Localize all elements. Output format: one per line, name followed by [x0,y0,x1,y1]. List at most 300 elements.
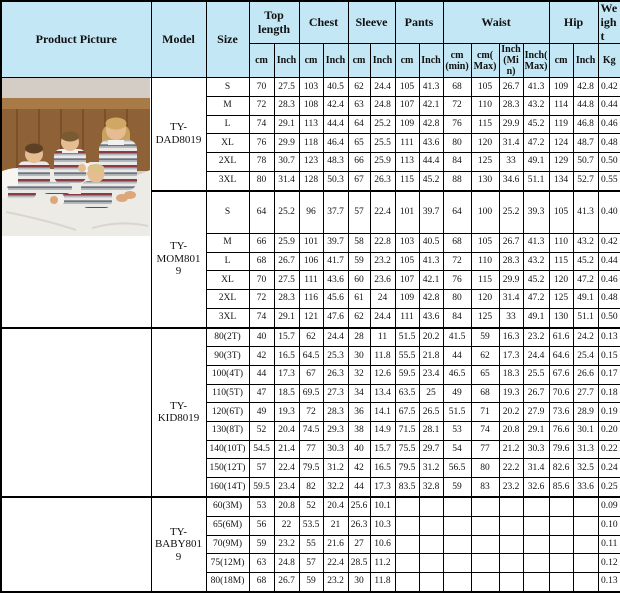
value-cell: 0.44 [598,252,620,271]
value-cell: 46.5 [443,366,471,385]
value-cell: 24.8 [274,554,299,573]
size-cell: S [206,191,249,234]
value-cell: 51.5 [395,328,419,347]
value-cell: 45.2 [523,271,549,290]
value-cell: 39.3 [523,191,549,234]
value-cell: 41.5 [443,328,471,347]
value-cell [395,554,419,573]
value-cell: 84 [443,153,471,172]
value-cell: 76 [249,134,274,153]
value-cell: 33 [499,153,523,172]
value-cell: 83 [471,478,499,497]
value-cell: 31.4 [499,289,523,308]
value-cell: 26.3 [348,516,370,535]
value-cell: 30.3 [323,440,348,459]
value-cell: 74 [249,308,274,327]
value-cell: 68 [471,384,499,403]
value-cell: 50.3 [323,171,348,190]
value-cell: 11.2 [370,554,395,573]
value-cell: 59 [249,535,274,554]
value-cell: 25.9 [370,153,395,172]
subheader-pants-inch: Inch [419,44,443,78]
value-cell: 65 [471,366,499,385]
value-cell: 59 [299,572,323,592]
value-cell: 0.19 [598,403,620,422]
value-cell: 134 [549,171,573,190]
value-cell: 67.6 [549,366,573,385]
value-cell: 125 [549,289,573,308]
value-cell: 41.7 [323,252,348,271]
value-cell: 71 [471,403,499,422]
value-cell: 80 [443,289,471,308]
value-cell: 31.4 [499,134,523,153]
value-cell: 44 [348,478,370,497]
value-cell: 20.2 [419,328,443,347]
value-cell: 25.5 [523,366,549,385]
value-cell [419,497,443,516]
value-cell: 74 [471,422,499,441]
value-cell: 120 [471,289,499,308]
value-cell: 120 [549,271,573,290]
value-cell: 110 [471,97,499,116]
value-cell: 10.1 [370,497,395,516]
value-cell: 125 [471,153,499,172]
value-cell: 61.6 [549,328,573,347]
value-cell [443,535,471,554]
value-cell: 28.3 [274,97,299,116]
size-cell: L [206,115,249,134]
value-cell: 74.5 [299,422,323,441]
value-cell: 101 [299,233,323,252]
value-cell: 47.2 [573,271,598,290]
value-cell: 22.4 [323,554,348,573]
value-cell: 49 [249,403,274,422]
size-cell: 75(12M) [206,554,249,573]
value-cell [573,572,598,592]
value-cell: 29.1 [274,308,299,327]
value-cell: 21.8 [419,347,443,366]
value-cell: 23.2 [274,535,299,554]
value-cell: 19.3 [499,384,523,403]
value-cell: 115 [549,252,573,271]
value-cell: 26.7 [274,572,299,592]
value-cell: 24.4 [323,328,348,347]
value-cell: 41.3 [523,78,549,97]
value-cell: 40.5 [323,78,348,97]
value-cell: 108 [299,97,323,116]
value-cell: 83.5 [395,478,419,497]
value-cell: 63 [348,97,370,116]
value-cell: 54.5 [249,440,274,459]
value-cell: 76 [443,271,471,290]
value-cell: 41.3 [419,78,443,97]
header-size: Size [206,1,249,78]
value-cell: 54 [443,440,471,459]
value-cell: 34.6 [499,171,523,190]
value-cell: 49.1 [573,289,598,308]
value-cell: 0.48 [598,289,620,308]
subheader-pants-cm: cm [395,44,419,78]
value-cell: 55 [299,535,323,554]
header-pants: Pants [395,1,443,44]
size-cell: 60(3M) [206,497,249,516]
header-model: Model [151,1,206,78]
header-main-row [1,1,620,44]
value-cell: 14.1 [370,403,395,422]
value-cell: 11 [370,328,395,347]
model-cell: TY-DAD8019 [151,78,206,191]
value-cell: 80 [471,459,499,478]
value-cell: 109 [549,78,573,97]
value-cell: 64.5 [299,347,323,366]
value-cell: 34 [348,384,370,403]
table-body [1,78,620,592]
value-cell: 44 [443,347,471,366]
value-cell: 31.4 [523,459,549,478]
value-cell: 28.3 [499,252,523,271]
value-cell: 119 [549,115,573,134]
value-cell: 68 [443,233,471,252]
value-cell: 24.4 [370,78,395,97]
value-cell: 103 [395,233,419,252]
value-cell: 107 [395,271,419,290]
subheader-top-inch: Inch [274,44,299,78]
value-cell: 43.2 [573,233,598,252]
value-cell: 25 [419,384,443,403]
value-cell: 21.6 [323,535,348,554]
value-cell: 75.5 [395,440,419,459]
value-cell: 88 [443,171,471,190]
value-cell: 44.4 [323,115,348,134]
value-cell [471,554,499,573]
value-cell: 25.2 [274,191,299,234]
value-cell: 59 [443,478,471,497]
value-cell: 105 [395,78,419,97]
value-cell: 44.8 [573,97,598,116]
value-cell: 72 [443,252,471,271]
value-cell: 70 [249,78,274,97]
value-cell: 21 [323,516,348,535]
value-cell: 46.8 [573,115,598,134]
value-cell: 23.2 [523,328,549,347]
value-cell: 0.09 [598,497,620,516]
value-cell: 0.17 [598,366,620,385]
value-cell: 67 [299,366,323,385]
value-cell: 78 [249,153,274,172]
value-cell: 25.2 [370,115,395,134]
size-cell: L [206,252,249,271]
value-cell: 0.46 [598,115,620,134]
value-cell: 23.2 [370,252,395,271]
value-cell: 27 [348,535,370,554]
value-cell [443,572,471,592]
value-cell: 20.2 [499,403,523,422]
value-cell: 62 [348,78,370,97]
value-cell: 49 [443,384,471,403]
model-cell: TY-KID8019 [151,328,206,497]
value-cell: 26.3 [370,171,395,190]
value-cell [419,572,443,592]
value-cell: 43.6 [419,308,443,327]
value-cell: 47.6 [323,308,348,327]
value-cell: 52.7 [573,171,598,190]
subheader-waist-inch-min: Inch (Min) [499,44,523,78]
value-cell: 28 [348,328,370,347]
size-cell: 2XL [206,289,249,308]
value-cell: 0.13 [598,328,620,347]
family-pajamas-photo [2,78,150,236]
value-cell: 15.7 [274,328,299,347]
value-cell: 42.4 [323,97,348,116]
value-cell: 79.6 [549,440,573,459]
value-cell: 82.6 [549,459,573,478]
value-cell: 103 [299,78,323,97]
value-cell: 26.3 [323,366,348,385]
value-cell: 27.3 [323,384,348,403]
value-cell: 63.5 [395,384,419,403]
size-cell: 65(6M) [206,516,249,535]
table-row [1,328,620,347]
value-cell: 66 [348,153,370,172]
value-cell: 31.4 [274,171,299,190]
value-cell: 14.9 [370,422,395,441]
value-cell: 64 [249,191,274,234]
value-cell: 0.11 [598,535,620,554]
value-cell: 16.5 [274,347,299,366]
value-cell: 80 [249,171,274,190]
value-cell: 115 [395,171,419,190]
value-cell: 0.55 [598,171,620,190]
subheader-waist-cm-min: cm (min) [443,44,471,78]
value-cell: 0.18 [598,384,620,403]
value-cell: 60 [348,271,370,290]
value-cell: 124 [549,134,573,153]
size-cell: XL [206,271,249,290]
value-cell: 43.2 [523,97,549,116]
value-cell: 13.4 [370,384,395,403]
value-cell: 40 [348,440,370,459]
value-cell: 65 [348,134,370,153]
value-cell: 32 [348,366,370,385]
headboard-rail [2,98,150,109]
value-cell: 0.50 [598,153,620,172]
value-cell: 49.1 [523,153,549,172]
value-cell: 22 [274,516,299,535]
header-top-length: Top length [249,1,299,44]
size-cell: 90(3T) [206,347,249,366]
value-cell: 30.1 [573,422,598,441]
value-cell: 101 [395,191,419,234]
value-cell: 31.2 [323,459,348,478]
value-cell: 21.2 [499,440,523,459]
value-cell: 10.6 [370,535,395,554]
value-cell: 47.2 [523,134,549,153]
header-sleeve: Sleeve [348,1,395,44]
value-cell: 46.4 [323,134,348,153]
value-cell [549,497,573,516]
value-cell: 106 [299,252,323,271]
value-cell [549,554,573,573]
value-cell [419,516,443,535]
value-cell [523,497,549,516]
value-cell: 59 [471,328,499,347]
value-cell: 82 [299,478,323,497]
product-picture-empty-cell [1,497,151,592]
value-cell: 72 [249,289,274,308]
value-cell: 24 [370,289,395,308]
value-cell: 36 [348,403,370,422]
value-cell: 33 [499,308,523,327]
value-cell: 16.3 [499,328,523,347]
header-waist: Waist [443,1,549,44]
value-cell: 62 [471,347,499,366]
value-cell: 43.6 [419,134,443,153]
value-cell [419,535,443,554]
value-cell: 26.7 [274,252,299,271]
value-cell [573,554,598,573]
value-cell: 29.3 [323,422,348,441]
value-cell: 72 [443,97,471,116]
value-cell: 48.7 [573,134,598,153]
value-cell [523,516,549,535]
subheader-hip-inch: Inch [573,44,598,78]
value-cell: 111 [395,134,419,153]
value-cell: 42.1 [419,271,443,290]
value-cell: 0.25 [598,478,620,497]
value-cell: 67.5 [395,403,419,422]
value-cell: 110 [549,233,573,252]
value-cell: 41.3 [419,252,443,271]
value-cell: 105 [471,233,499,252]
subheader-waist-cm-max: cm(Max) [471,44,499,78]
value-cell: 111 [395,308,419,327]
value-cell: 0.40 [598,191,620,234]
model-cell: TY-BABY8019 [151,497,206,592]
value-cell: 68 [249,252,274,271]
value-cell: 73.6 [549,403,573,422]
subheader-waist-inch-max: Inch(Max) [523,44,549,78]
value-cell: 28.3 [323,403,348,422]
value-cell: 43.2 [523,252,549,271]
value-cell: 64.6 [549,347,573,366]
value-cell [573,535,598,554]
size-cell: 120(6T) [206,403,249,422]
value-cell: 11.8 [370,347,395,366]
value-cell: 123 [299,153,323,172]
size-cell: M [206,97,249,116]
value-cell [395,535,419,554]
size-cell: 80(2T) [206,328,249,347]
value-cell: 17.3 [499,347,523,366]
value-cell: 22.4 [370,191,395,234]
value-cell: 40.5 [419,233,443,252]
value-cell: 52 [299,497,323,516]
value-cell: 53 [249,497,274,516]
value-cell: 19.3 [274,403,299,422]
value-cell: 38 [348,422,370,441]
value-cell: 51.1 [523,171,549,190]
value-cell: 23.4 [419,366,443,385]
value-cell: 20.4 [323,497,348,516]
value-cell: 40 [249,328,274,347]
value-cell: 79.5 [299,459,323,478]
subheader-chest-cm: cm [299,44,323,78]
value-cell: 29.1 [523,422,549,441]
value-cell: 23.2 [323,572,348,592]
subheader-chest-inch: Inch [323,44,348,78]
value-cell: 0.42 [598,233,620,252]
value-cell: 61 [348,289,370,308]
value-cell: 47.2 [523,289,549,308]
size-cell: XL [206,134,249,153]
value-cell: 59.5 [395,366,419,385]
value-cell [549,572,573,592]
value-cell: 24.4 [370,308,395,327]
value-cell: 33.6 [573,478,598,497]
value-cell [549,535,573,554]
value-cell: 85.6 [549,478,573,497]
value-cell: 22.2 [499,459,523,478]
value-cell: 125 [471,308,499,327]
value-cell: 12.6 [370,366,395,385]
value-cell [395,516,419,535]
value-cell: 30 [348,347,370,366]
value-cell: 11.8 [370,572,395,592]
value-cell: 118 [299,134,323,153]
value-cell: 76 [443,115,471,134]
value-cell: 41.3 [573,191,598,234]
value-cell: 17.3 [274,366,299,385]
value-cell: 25.6 [348,497,370,516]
value-cell: 50.7 [573,153,598,172]
subheader-top-cm: cm [249,44,274,78]
value-cell: 70.6 [549,384,573,403]
value-cell: 45.2 [419,171,443,190]
value-cell: 70 [249,271,274,290]
value-cell: 44.4 [419,153,443,172]
value-cell [471,497,499,516]
value-cell: 29.9 [499,271,523,290]
value-cell: 79.5 [395,459,419,478]
value-cell: 23.6 [370,271,395,290]
value-cell: 66 [249,233,274,252]
subheader-weight-kg: Kg [598,44,620,78]
value-cell: 42 [348,459,370,478]
value-cell: 24.2 [573,328,598,347]
value-cell: 27.9 [523,403,549,422]
value-cell [443,497,471,516]
size-cell: 2XL [206,153,249,172]
value-cell: 0.10 [598,516,620,535]
value-cell: 0.24 [598,459,620,478]
value-cell: 16.5 [370,459,395,478]
size-cell: 3XL [206,308,249,327]
value-cell: 20.8 [274,497,299,516]
value-cell: 24.8 [370,97,395,116]
value-cell: 24.4 [523,347,549,366]
value-cell: 25.3 [323,347,348,366]
value-cell: 18.5 [274,384,299,403]
value-cell: 22.8 [370,233,395,252]
header-product-picture: Product Picture [1,1,151,78]
table-header [1,1,620,78]
value-cell: 74 [249,115,274,134]
value-cell: 27.7 [573,384,598,403]
value-cell: 111 [299,271,323,290]
value-cell: 21.4 [274,440,299,459]
value-cell: 39.7 [323,233,348,252]
value-cell: 26.7 [523,384,549,403]
